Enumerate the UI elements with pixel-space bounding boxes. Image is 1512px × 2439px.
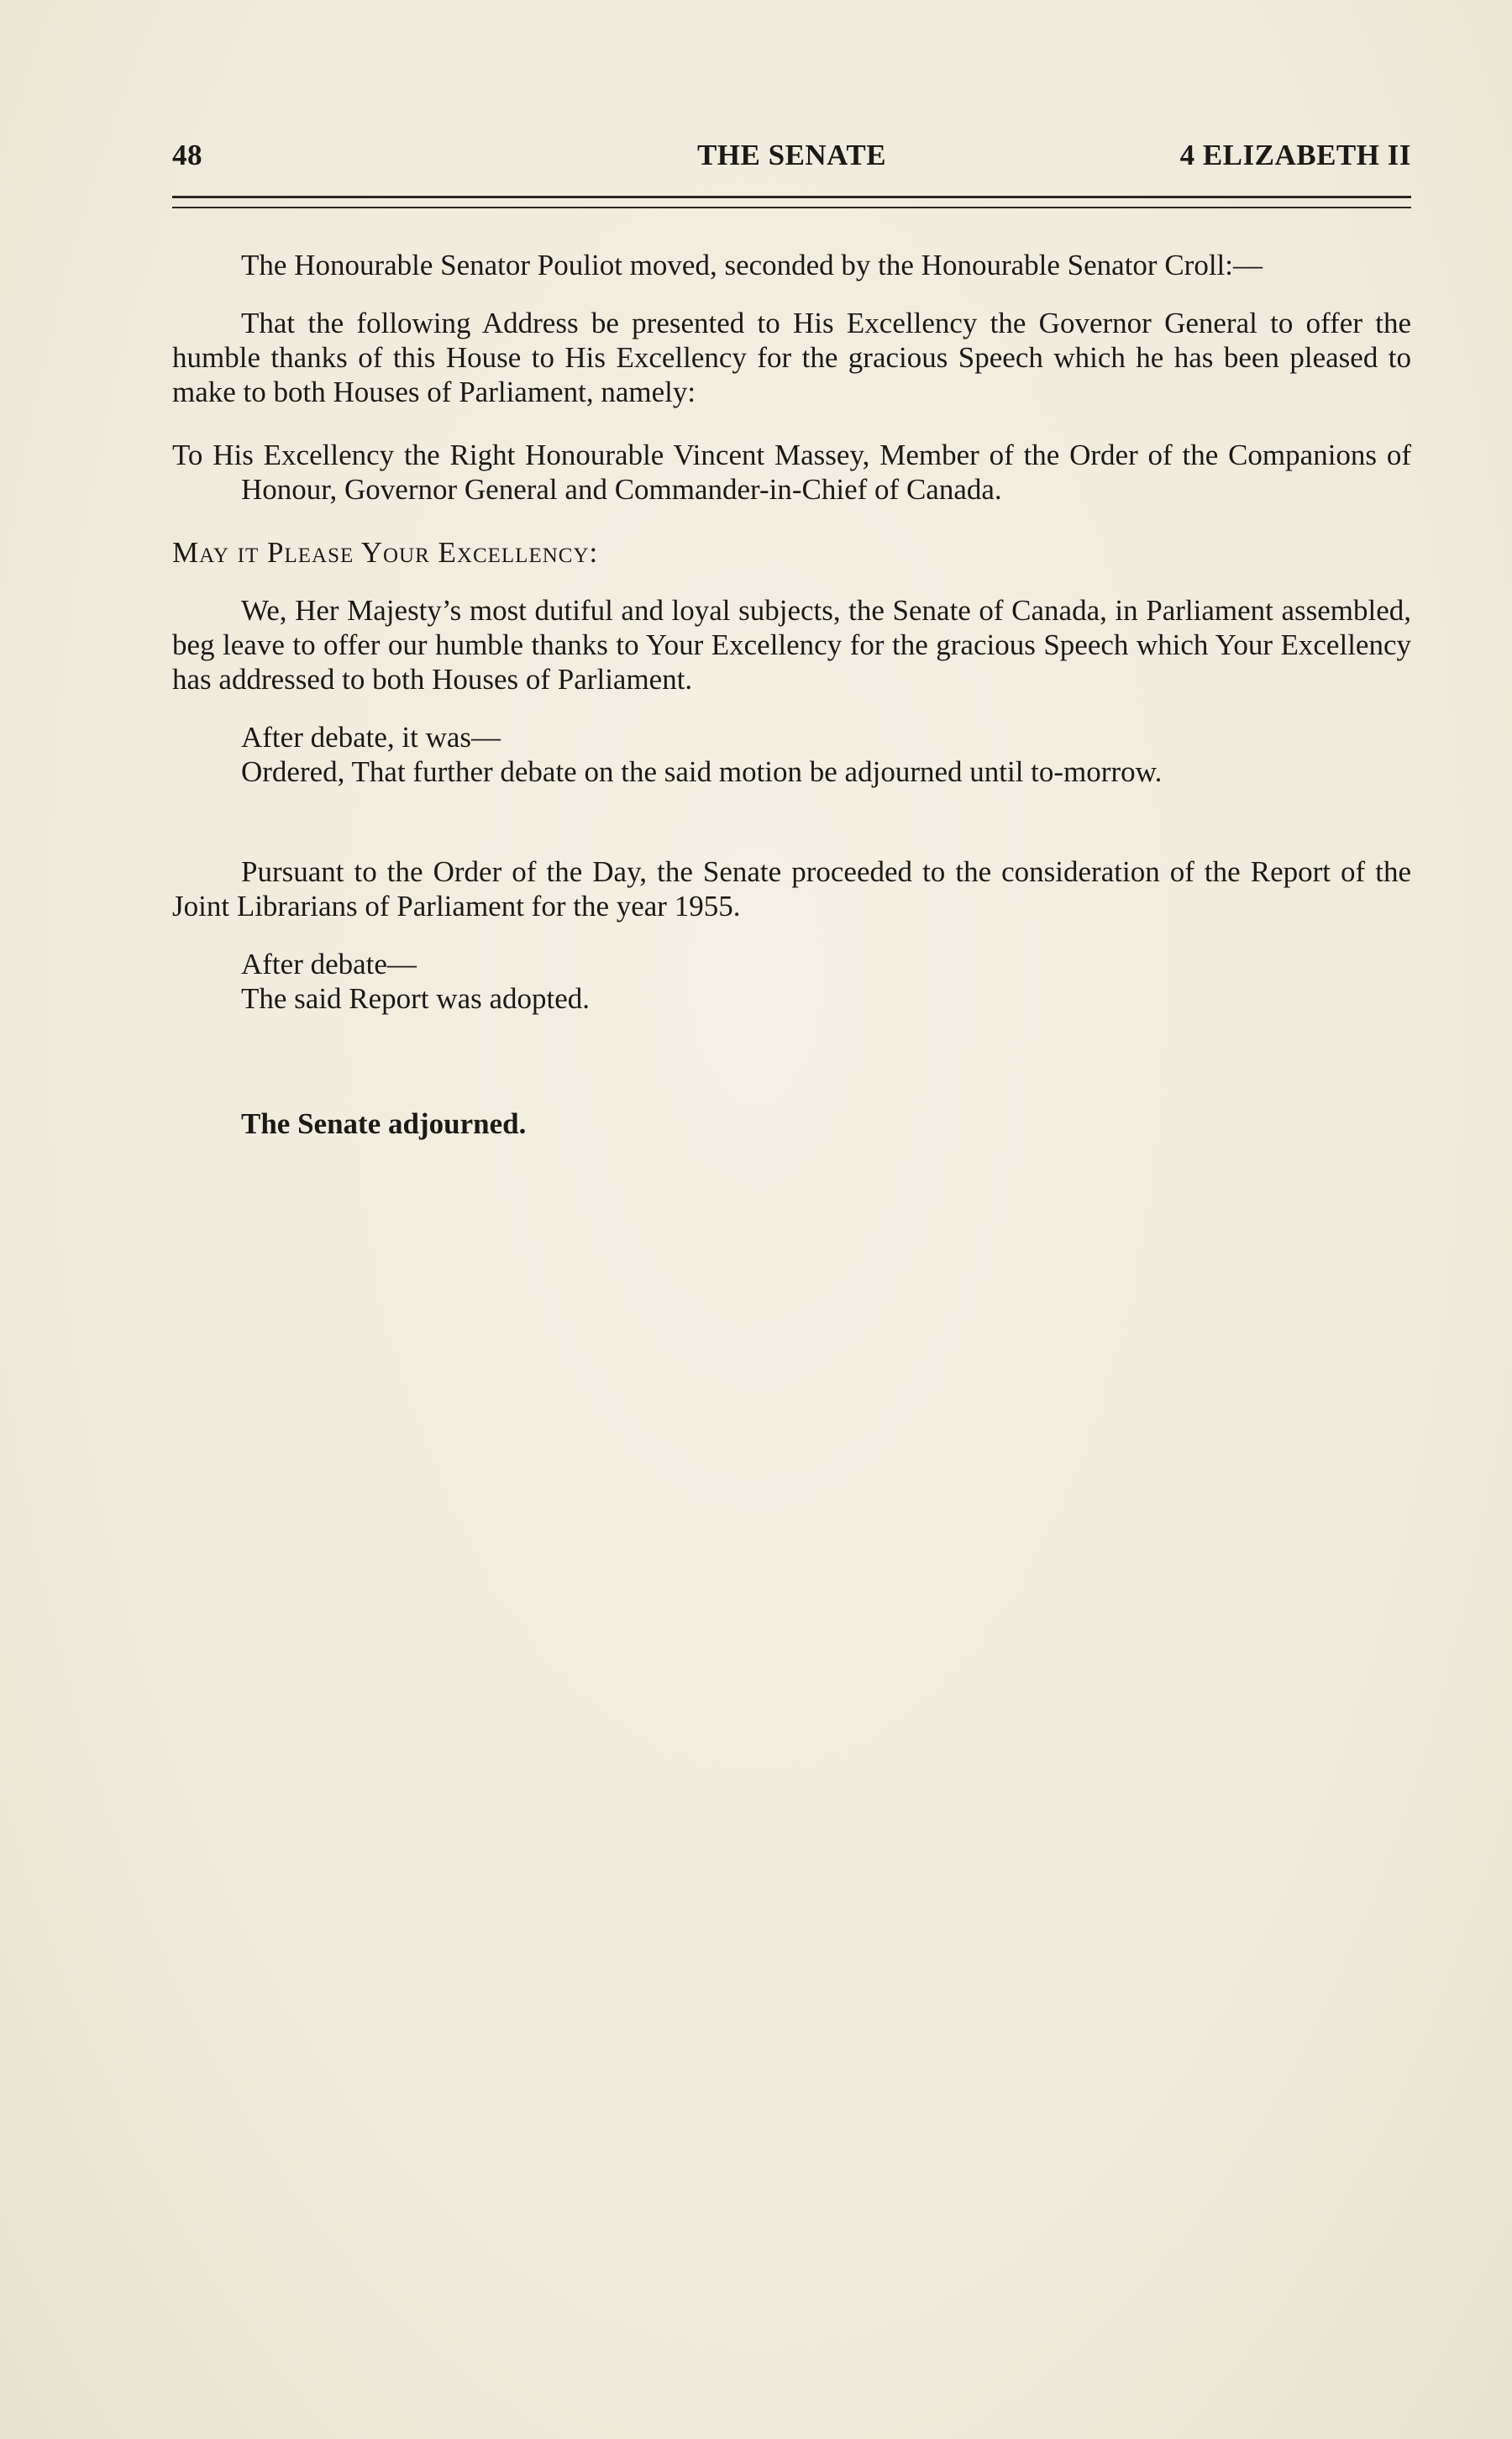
after-debate-first: After debate, it was— bbox=[241, 721, 501, 754]
senate-adjourned: The Senate adjourned. bbox=[241, 1107, 527, 1140]
running-title: THE SENATE bbox=[696, 139, 887, 171]
regnal-year: 4 ELIZABETH II bbox=[1179, 139, 1411, 171]
order-adjourned-debate: Ordered, That further debate on the said motion be adjourned until to-morrow. bbox=[241, 755, 1163, 788]
address-recipient: To His Excellency the Right Honourable Vincent Massey, Member of the Order of the Companions of Honour, Governor General and Commander-in-Chief of Canada. bbox=[172, 439, 1411, 506]
after-debate-second: After debate— bbox=[241, 948, 417, 980]
header-rule-thin bbox=[172, 207, 1411, 208]
page-header bbox=[172, 139, 1411, 181]
header-rule-thick bbox=[172, 196, 1411, 198]
salutation: May it Please Your Excellency: bbox=[172, 536, 599, 569]
page-number: 48 bbox=[172, 139, 202, 171]
address-body: We, Her Majesty’s most dutiful and loyal subjects, the Senate of Canada, in Parliament assembled, beg leave to offer our humble thanks to Your Excellency for the gracious Speech which Your Excellency has addressed to both Houses of Parliament. bbox=[172, 594, 1411, 696]
address-resolution: That the following Address be presented to His Excellency the Governor General to offer the humble thanks of this House to His Excellency for the gracious Speech which he has been pleased to make to both Houses of Parliament, namely: bbox=[172, 307, 1411, 408]
report-adopted: The said Report was adopted. bbox=[241, 982, 591, 1015]
journal-body bbox=[172, 248, 1411, 1141]
motion-intro: The Honourable Senator Pouliot moved, seconded by the Honourable Senator Croll:— bbox=[241, 249, 1263, 281]
order-of-day-report: Pursuant to the Order of the Day, the Senate proceeded to the consideration of the Report of the Joint Librarians of Parliament for the year 1955. bbox=[172, 855, 1411, 923]
